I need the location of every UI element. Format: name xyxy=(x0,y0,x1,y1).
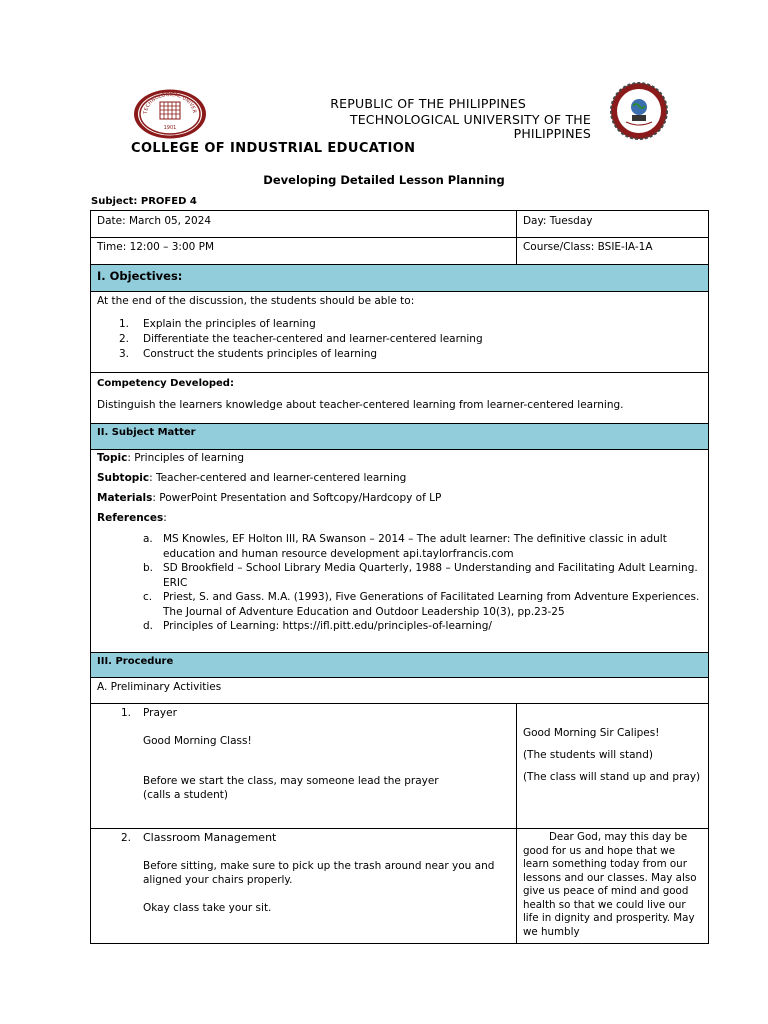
prayer-row xyxy=(91,704,709,829)
management-instruction: Before sitting, make sure to pick up the trash around near you and aligned your chairs properly. xyxy=(143,860,495,886)
competency-label: Competency Developed: xyxy=(97,378,234,389)
time-row xyxy=(91,238,709,265)
prayer-title: Prayer xyxy=(143,707,177,719)
header-university-cont: PHILIPPINES xyxy=(513,126,591,141)
student-prayer-text: Dear God, may this day be good for us and hope that we learn something today from our lessons and our classes. May also give us peace of mind and good health so that we could live our life in dignity and prosperity. May we humbly xyxy=(522,831,697,938)
reference-item: d. Principles of Learning: https://ifl.pitt.edu/principles-of-learning/ xyxy=(143,620,492,632)
objectives-row xyxy=(91,292,709,373)
tup-seal-logo xyxy=(133,89,207,139)
objective-item: 1. Explain the principles of learning xyxy=(119,318,316,330)
teacher-greeting: Good Morning Class! xyxy=(143,735,252,747)
document-title: Developing Detailed Lesson Planning xyxy=(263,173,505,187)
reference-item: b. SD Brookfield – School Library Media Quarterly, 1988 – Understanding and Facilitating Adult Learning. ERIC xyxy=(143,562,698,589)
day-cell: Day: Tuesday xyxy=(516,211,708,238)
procedure-header-row xyxy=(91,653,709,678)
college-name: COLLEGE OF INDUSTRIAL EDUCATION xyxy=(131,141,416,156)
management-sit: Okay class take your sit. xyxy=(143,902,272,914)
objectives-list xyxy=(97,317,702,362)
teacher-prayer-request: Before we start the class, may someone lead the prayer (calls a student) xyxy=(143,775,439,801)
subject-matter-heading: II. Subject Matter xyxy=(91,424,709,450)
student-stand: (The students will stand) xyxy=(522,749,653,761)
preliminary-heading: A. Preliminary Activities xyxy=(91,678,709,704)
preliminary-row xyxy=(91,678,709,704)
header-university: TECHNOLOGICAL UNIVERSITY OF THE xyxy=(349,112,591,127)
subject-matter-header-row xyxy=(91,424,709,450)
management-number: 2. xyxy=(121,832,132,844)
subtopic-line: Subtopic: Teacher-centered and learner-centered learning xyxy=(97,472,407,484)
classroom-management-row xyxy=(91,829,709,944)
competency-text: Distinguish the learners knowledge about teacher-centered learning from learner-centered learning. xyxy=(97,399,624,411)
competency-row xyxy=(91,373,709,424)
objective-item: 2. Differentiate the teacher-centered and learner-centered learning xyxy=(119,333,483,345)
objectives-intro: At the end of the discussion, the students should be able to: xyxy=(97,295,415,307)
references-list xyxy=(97,532,702,634)
objectives-header-row xyxy=(91,265,709,292)
prayer-number: 1. xyxy=(121,707,132,719)
seal-year: 1901 xyxy=(163,125,177,131)
date-cell: Date: March 05, 2024 xyxy=(91,211,517,238)
student-pray: (The class will stand up and pray) xyxy=(522,771,701,783)
course-cell: Course/Class: BSIE-IA-1A xyxy=(516,238,708,265)
reference-item: c. Priest, S. and Gass. M.A. (1993), Five Generations of Facilitated Learning from Adventure Experiences. The Journal of Adventure Education and Outdoor Leadership 10(3), pp.23-25 xyxy=(143,591,700,618)
time-cell: Time: 12:00 – 3:00 PM xyxy=(91,238,517,265)
references-line: References: xyxy=(97,512,167,524)
materials-line: Materials: PowerPoint Presentation and Softcopy/Hardcopy of LP xyxy=(97,492,442,504)
date-row xyxy=(91,211,709,238)
topic-line: Topic: Principles of learning xyxy=(97,452,245,464)
svg-text:TECHNOLOGICAL UNIVERSITY: TECHNOLOGICAL UNIVER xyxy=(142,91,198,115)
header-republic: REPUBLIC OF THE PHILIPPINES xyxy=(330,96,526,111)
subject-label: Subject: PROFED 4 xyxy=(91,196,197,207)
subject-matter-row xyxy=(91,450,709,653)
cie-seal-logo xyxy=(602,82,676,140)
reference-item: a. MS Knowles, EF Holton III, RA Swanson – 2014 – The adult learner: The definitive classic in adult education and human resource development api.taylorfrancis.com xyxy=(143,533,667,560)
objectives-heading: I. Objectives: xyxy=(91,265,709,292)
student-greeting: Good Morning Sir Calipes! xyxy=(522,727,660,739)
procedure-heading: III. Procedure xyxy=(91,653,709,678)
management-title: Classroom Management xyxy=(143,831,277,844)
lesson-plan-table xyxy=(90,210,709,944)
objective-item: 3. Construct the students principles of learning xyxy=(119,348,378,360)
